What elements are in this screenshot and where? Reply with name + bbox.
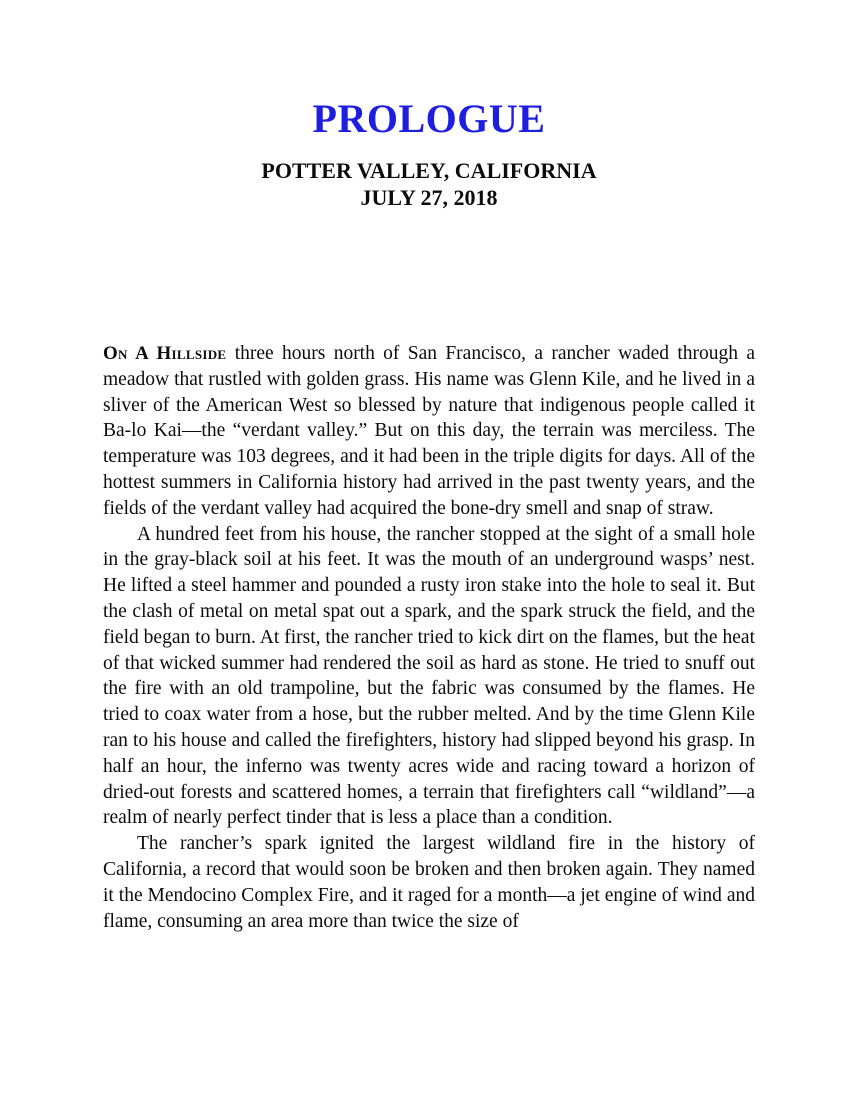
subtitle-location: POTTER VALLEY, CALIFORNIA	[261, 158, 597, 183]
paragraph-1-text: three hours north of San Francisco, a rancher waded through a meadow that rustled with golden grass. His name was Glenn Kile, and he lived in a sliver of the American West so blessed by nature that indigenous people called it Ba-lo Kai—the “verdant valley.” But on this day, the terrain was merciless. The temperature was 103 degrees, and it had been in the triple digits for days. All of the hottest summers in California history had arrived in the past twenty years, and the fields of the verdant valley had acquired the bone-dry smell and snap of straw.	[103, 343, 755, 519]
paragraph-3: The rancher’s spark ignited the largest wildland fire in the history of California, a record that would soon be broken and then broken again. They named it the Mendocino Complex Fire, and it raged for a month—a jet engine of wind and flame, consuming an area more than twice the size of	[103, 833, 755, 932]
paragraph-lead-in: On A Hillside	[103, 343, 227, 364]
body-text	[103, 341, 755, 934]
paragraph-1	[103, 341, 755, 522]
paragraph-2: A hundred feet from his house, the rancher stopped at the sight of a small hole in the gray-black soil at his feet. It was the mouth of an underground wasps’ nest. He lifted a steel hammer and pounded a rusty iron stake into the hole to seal it. But the clash of metal on metal spat out a spark, and the spark struck the field, and the field began to burn. At first, the rancher tried to kick dirt on the flames, but the heat of that wicked summer had rendered the soil as hard as stone. He tried to snuff out the fire with an old trampoline, but the fabric was consumed by the flames. He tried to coax water from a hose, but the rubber melted. And by the time Glenn Kile ran to his house and called the firefighters, history had slipped beyond his grasp. In half an hour, the inferno was twenty acres wide and racing toward a horizon of dried-out forests and scattered homes, a terrain that firefighters call “wildland”—a realm of nearly perfect tinder that is less a place than a condition.	[103, 523, 755, 829]
subtitle-date: JULY 27, 2018	[360, 185, 498, 210]
chapter-subtitle	[103, 157, 755, 211]
chapter-title: PROLOGUE	[312, 96, 546, 141]
